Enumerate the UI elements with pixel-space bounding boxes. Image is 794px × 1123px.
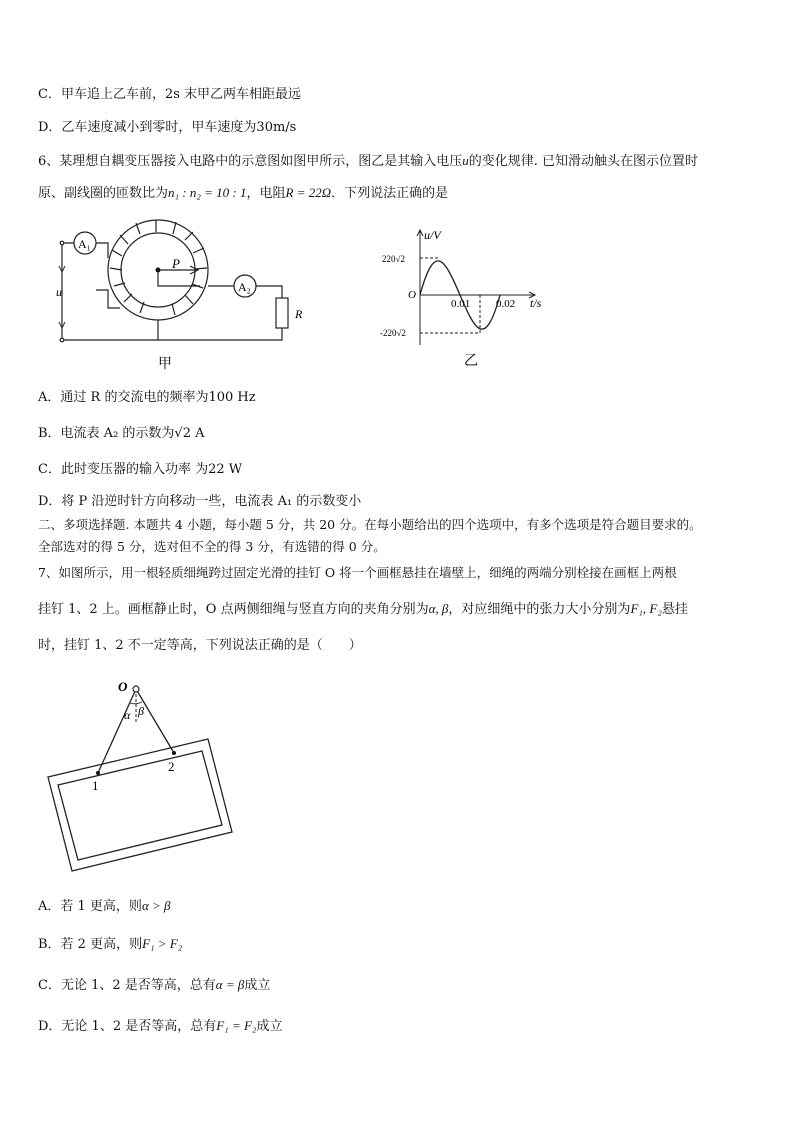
q6-figure-jia — [50, 210, 310, 375]
q7-option-d — [38, 1015, 282, 1034]
q7-option-a-formula: α > β — [141, 898, 171, 913]
q7-figure-frame — [44, 675, 244, 875]
q6-xtick-002: 0.02 — [496, 298, 516, 310]
q6-ytick-negative: -220√2 — [380, 328, 406, 338]
q7-option-a — [38, 895, 171, 914]
q6-resistor-r-label: R — [295, 307, 303, 321]
q6-stem-text-b: 的变化规律. 已知滑动触头在图示位置时 — [468, 154, 699, 169]
q7-stem-text-c: 悬挂 — [661, 602, 688, 617]
q5-option-c: C．甲车追上乙车前，2s 末甲乙两车相距最远 — [38, 87, 302, 102]
q6-stem-text-c: 原、副线圈的匝数比为 — [38, 186, 169, 201]
q7-option-b-text: B．若 2 更高，则 — [38, 937, 143, 952]
q7-angles: α, β — [428, 601, 449, 616]
q7-forces: F₁, F₂ — [630, 601, 662, 616]
q7-nail-o-label: O — [118, 679, 128, 694]
q6-option-d: D．将 P 沿逆时针方向移动一些，电流表 A₁ 的示数变小 — [38, 494, 362, 509]
q5-option-d: D．乙车速度减小到零时，甲车速度为30m/s — [38, 120, 297, 135]
q7-beta-label: β — [138, 704, 144, 718]
q6-option-b — [38, 422, 205, 441]
q7-option-c-suffix: 成立 — [244, 978, 271, 993]
q6-ammeter-a2-label: A₂ — [238, 280, 251, 294]
section2-instructions-line2: 全部选对的得 5 分，选对但不全的得 3 分，有选错的得 0 分。 — [38, 539, 386, 554]
q6-ammeter-a1-label: A₁ — [78, 237, 91, 251]
q6-option-c: C．此时变压器的输入功率 为22 W — [38, 462, 243, 477]
q7-option-d-text: D．无论 1、2 是否等高，总有 — [38, 1019, 217, 1034]
q6-figure-yi-caption: 乙 — [464, 354, 478, 369]
q6-resistance: R = 22Ω — [285, 185, 332, 200]
q7-option-a-text: A．若 1 更高，则 — [38, 899, 142, 914]
q7-option-b — [38, 933, 182, 952]
q6-stem-line2 — [38, 182, 448, 201]
q7-option-c-text: C．无论 1、2 是否等高，总有 — [38, 978, 216, 993]
section2-instructions-line1: 二、多项选择题. 本题共 4 小题，每小题 5 分，共 20 分。在每小题给出的四个选项中，有多个选项是符合题目要求的。 — [38, 517, 702, 532]
q6-option-a: A．通过 R 的交流电的频率为100 Hz — [38, 390, 256, 405]
q7-option-c — [38, 974, 270, 993]
q7-stem-text-a: 挂钉 1、2 上。画框静止时，O 点两侧细绳与竖直方向的夹角分别为 — [38, 602, 429, 617]
q6-input-u-label: u — [56, 285, 62, 299]
q7-option-d-formula: F₁ = F₂ — [216, 1018, 257, 1033]
q6-turns-ratio: n₁ : n₂ = 10 : 1 — [168, 185, 247, 200]
q7-stem-line3: 时，挂钉 1、2 不一定等高，下列说法正确的是（ ） — [38, 638, 362, 653]
q6-option-b-value: √2 A — [174, 426, 205, 441]
q7-stem-text-b: ，对应细绳中的张力大小分别为 — [448, 602, 631, 617]
q7-peg-1-label: 1 — [92, 778, 99, 793]
q6-stem-text-d: ，电阻 — [246, 186, 286, 201]
q6-stem-u: u — [462, 153, 469, 168]
q7-option-c-formula: α = β — [215, 977, 245, 992]
q6-option-b-text: B．电流表 A₂ 的示数为 — [38, 426, 175, 441]
q7-alpha-label: α — [124, 708, 131, 722]
q7-peg-2-label: 2 — [168, 759, 175, 774]
q6-figure-jia-caption: 甲 — [158, 357, 172, 372]
q6-xaxis-label: t/s — [530, 296, 542, 310]
q7-option-b-formula: F₁ > F₂ — [142, 936, 183, 951]
q7-stem-line2 — [38, 598, 688, 617]
q6-slider-p-label: P — [172, 256, 180, 271]
q6-yaxis-label: u/V — [424, 228, 441, 242]
q6-origin-label: O — [408, 289, 416, 301]
q6-stem-text-e: ．下列说法正确的是 — [331, 186, 449, 201]
q6-stem-text-a: 6、某理想自耦变压器接入电路中的示意图如图甲所示，图乙是其输入电压 — [38, 154, 463, 169]
q6-figure-yi — [380, 225, 560, 370]
q6-xtick-001: 0.01 — [451, 298, 471, 310]
q7-stem-line1: 7、如图所示，用一根轻质细绳跨过固定光滑的挂钉 O 将一个画框悬挂在墙壁上，细绳的两端分别栓接在画框上两根 — [38, 565, 677, 580]
q7-option-d-suffix: 成立 — [256, 1019, 283, 1034]
q6-ytick-positive: 220√2 — [382, 254, 405, 264]
q6-stem-line1 — [38, 150, 698, 169]
